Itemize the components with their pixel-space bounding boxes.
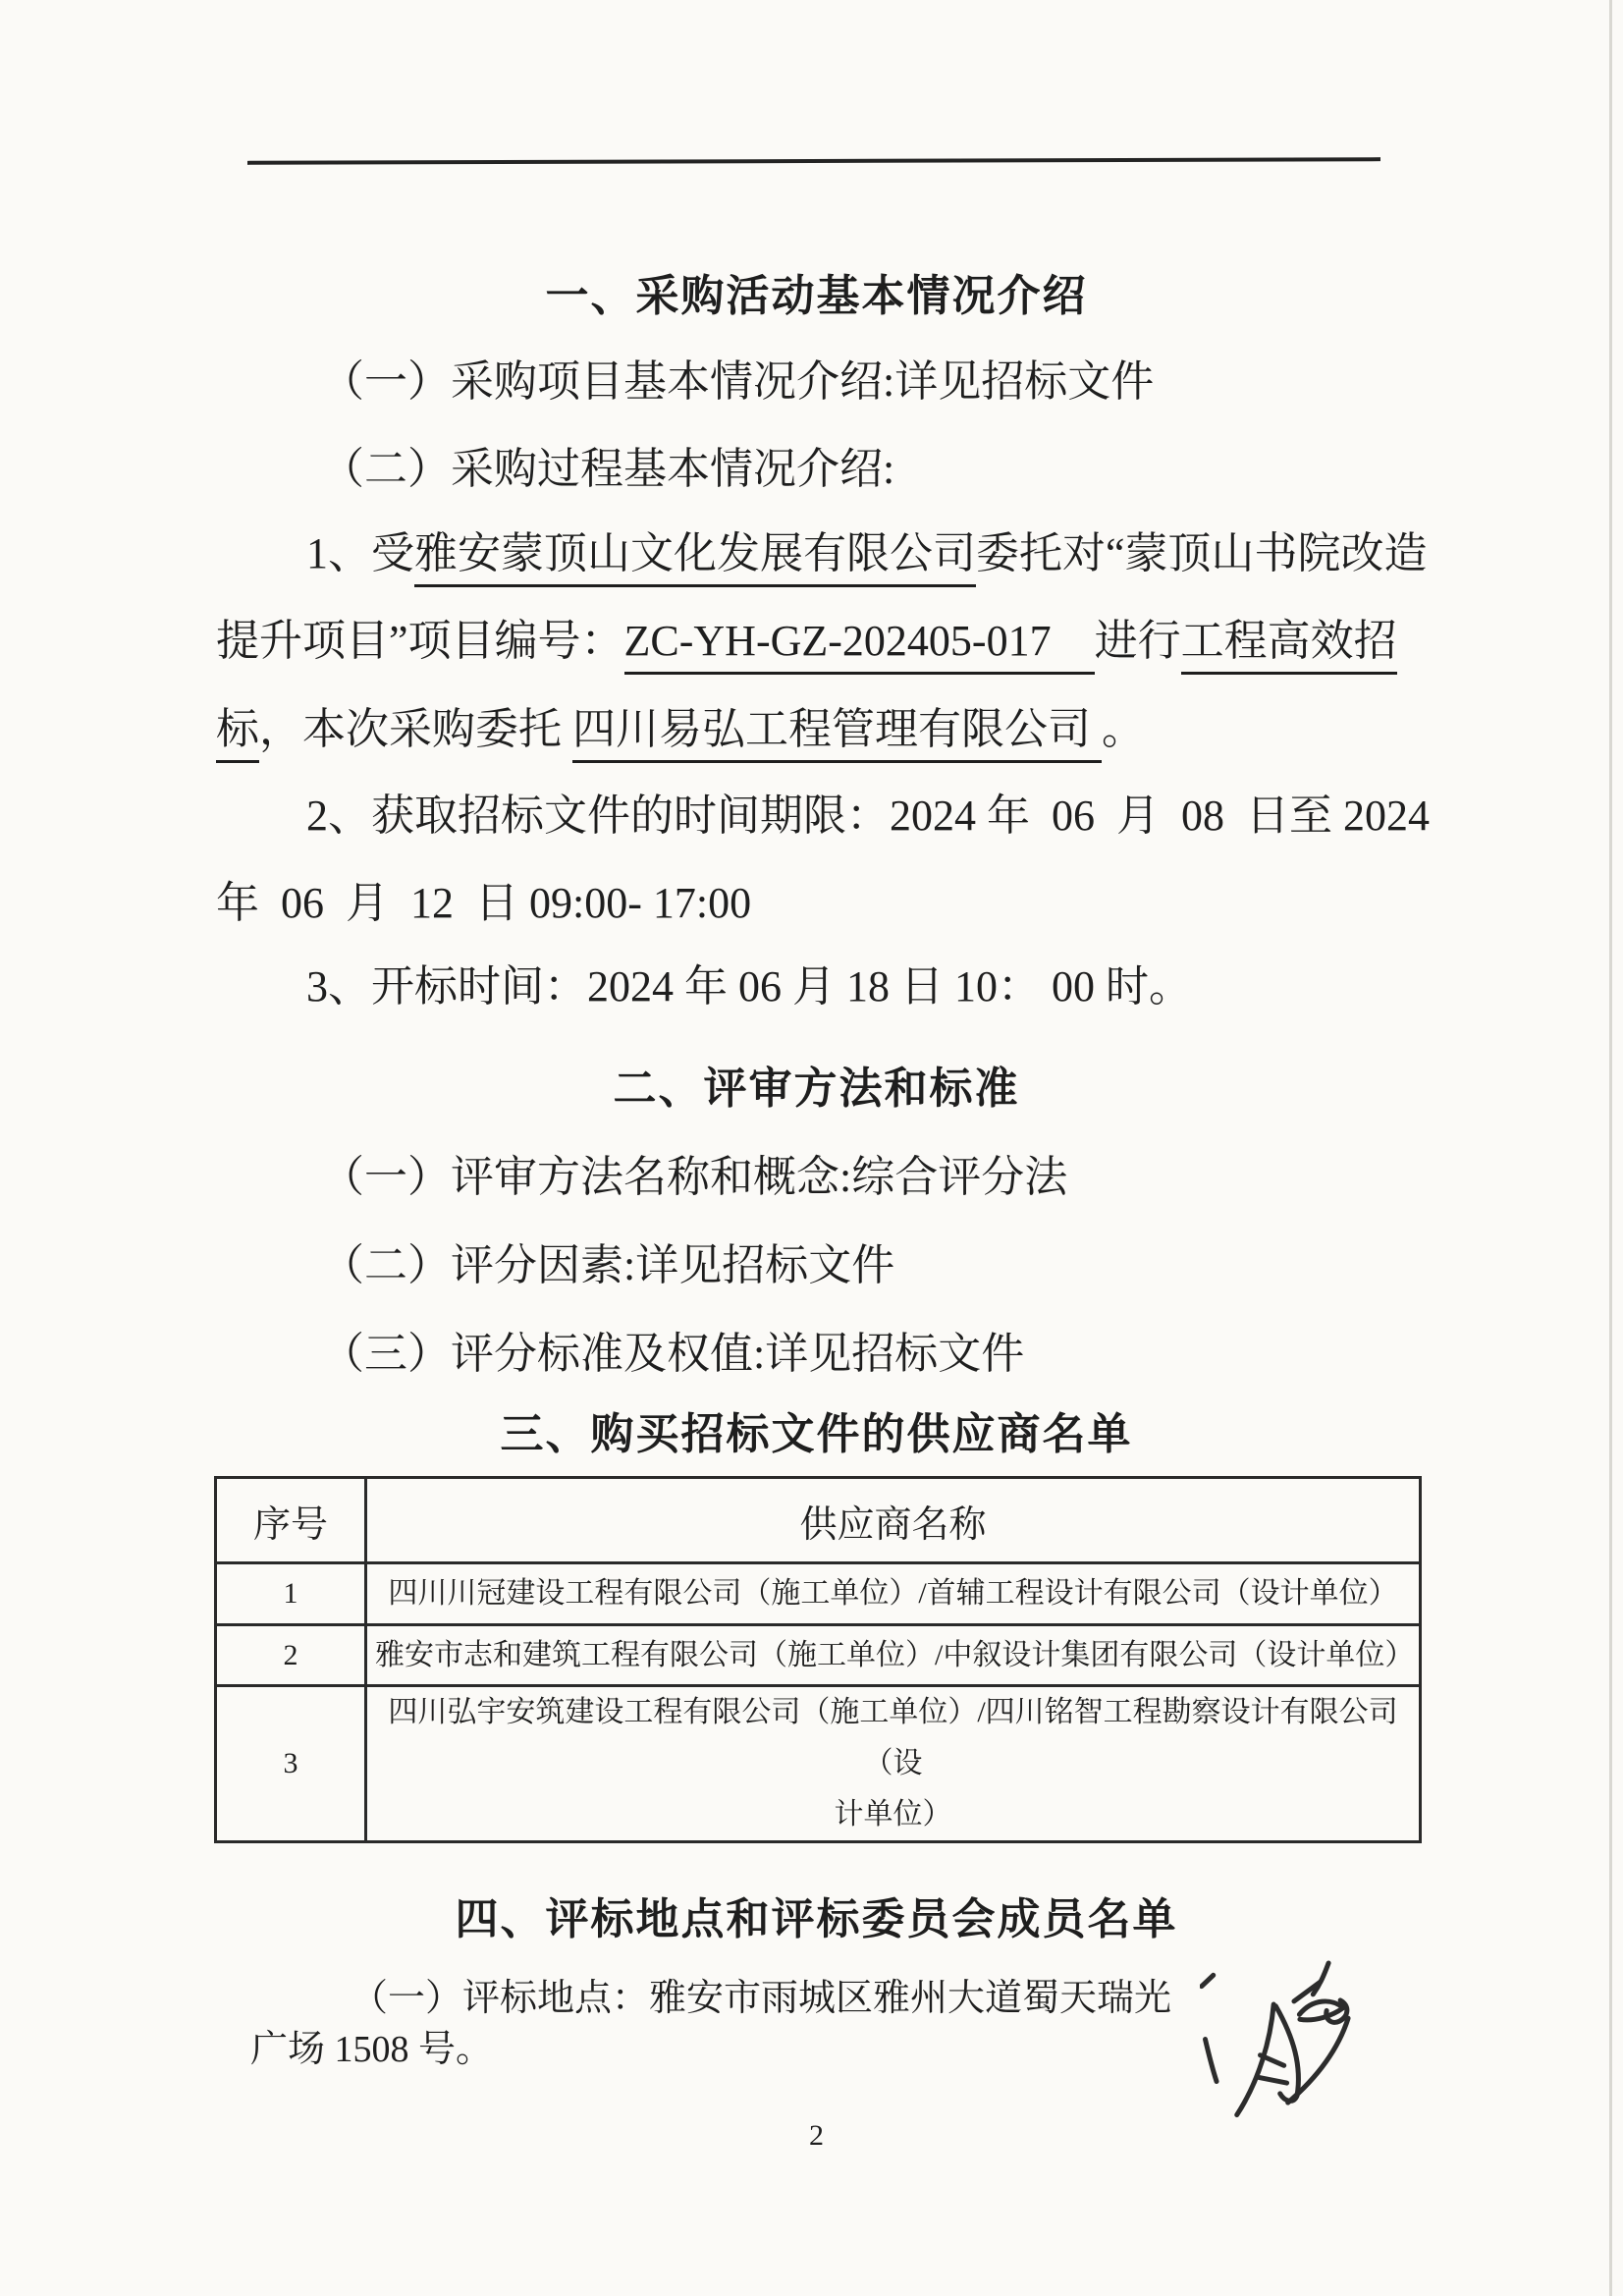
row2-no: 2 xyxy=(216,1625,366,1686)
row2-supplier-name: 雅安市志和建筑工程有限公司（施工单位）/中叙设计集团有限公司（设计单位） xyxy=(366,1625,1421,1686)
page-number: 2 xyxy=(809,2119,824,2152)
signature-stroke xyxy=(1206,2039,1217,2082)
col-header-supplier-name: 供应商名称 xyxy=(366,1478,1421,1563)
s4-evaluation-venue-line2: 广场 1508 号。 xyxy=(250,2029,494,2070)
p1l1-pre: 1、受 xyxy=(306,529,414,577)
p1l2-underlined-project-number: ZC-YH-GZ-202405-017 xyxy=(624,617,1095,675)
table-header-row xyxy=(216,1478,1421,1563)
s1-para1-line3 xyxy=(216,705,1145,753)
header-rule xyxy=(247,157,1380,165)
row3-name-line1: 四川弘宇安筑建设工程有限公司（施工单位）/四川铭智工程勘察设计有限公司（设 xyxy=(388,1696,1398,1779)
row3-supplier-name xyxy=(366,1686,1421,1842)
s2-item-1: （一）评审方法名称和概念:综合评分法 xyxy=(321,1153,1068,1201)
p1l3-underlined-agency-company: 四川易弘工程管理有限公司 xyxy=(572,705,1102,763)
row3-no: 3 xyxy=(216,1686,366,1842)
row1-supplier-name: 四川川冠建设工程有限公司（施工单位）/首辅工程设计有限公司（设计单位） xyxy=(366,1563,1421,1625)
section-4-heading: 四、评标地点和评标委员会成员名单 xyxy=(455,1895,1178,1943)
handwritten-signature-mark xyxy=(1200,1954,1372,2126)
p1l1-underlined-entrusting-company: 雅安蒙顶山文化发展有限公司 xyxy=(414,529,976,587)
table-row xyxy=(216,1686,1421,1842)
s4-evaluation-venue-line1: （一）评标地点：雅安市雨城区雅州大道蜀天瑞光 xyxy=(351,1978,1172,2019)
signature-stroke xyxy=(1258,2074,1287,2086)
scan-edge-shadow xyxy=(1609,0,1612,2296)
s2-item-3: （三）评分标准及权值:详见招标文件 xyxy=(321,1330,1025,1378)
row1-no: 1 xyxy=(216,1563,366,1625)
section-2-heading: 二、评审方法和标准 xyxy=(613,1065,1020,1113)
p1l3-underlined-method-cont: 标 xyxy=(216,705,259,763)
signature-stroke xyxy=(1298,1999,1344,2021)
table-row xyxy=(216,1563,1421,1625)
section-1-heading: 一、采购活动基本情况介绍 xyxy=(545,272,1088,320)
row3-name-line2: 计单位） xyxy=(834,1798,952,1831)
p1l2-underlined-method: 工程高效招 xyxy=(1181,617,1397,675)
table-row xyxy=(216,1625,1421,1686)
p1l2-pre: 提升项目”项目编号： xyxy=(216,617,624,665)
section-3-heading: 三、购买招标文件的供应商名单 xyxy=(500,1410,1133,1458)
col-header-serial-no: 序号 xyxy=(216,1478,366,1563)
s1-para1-line2 xyxy=(216,617,1397,665)
signature-stroke xyxy=(1201,1975,1215,1986)
supplier-table xyxy=(214,1476,1422,1843)
s1-item-2: （二）采购过程基本情况介绍: xyxy=(321,445,895,493)
p1l3-end: 。 xyxy=(1102,705,1145,753)
s1-item-1: （一）采购项目基本情况介绍:详见招标文件 xyxy=(321,357,1155,406)
p1l1-post: 委托对“蒙顶山书院改造 xyxy=(976,529,1428,577)
signature-stroke xyxy=(1279,2018,1356,2103)
signature-stroke xyxy=(1271,2004,1301,2102)
s2-item-2: （二）评分因素:详见招标文件 xyxy=(321,1241,895,1289)
s1-para2-line2: 年 06 月 12 日 09:00- 17:00 xyxy=(216,879,752,927)
s1-para3-bid-opening-time: 3、开标时间：2024 年 06 月 18 日 10： 00 时。 xyxy=(306,962,1192,1011)
p1l3-mid: ，本次采购委托 xyxy=(259,705,572,753)
p1l2-mid: 进行 xyxy=(1094,617,1181,665)
s1-para1-line1 xyxy=(306,529,1428,577)
s1-para2-line1: 2、获取招标文件的时间期限：2024 年 06 月 08 日至 2024 xyxy=(306,792,1430,840)
